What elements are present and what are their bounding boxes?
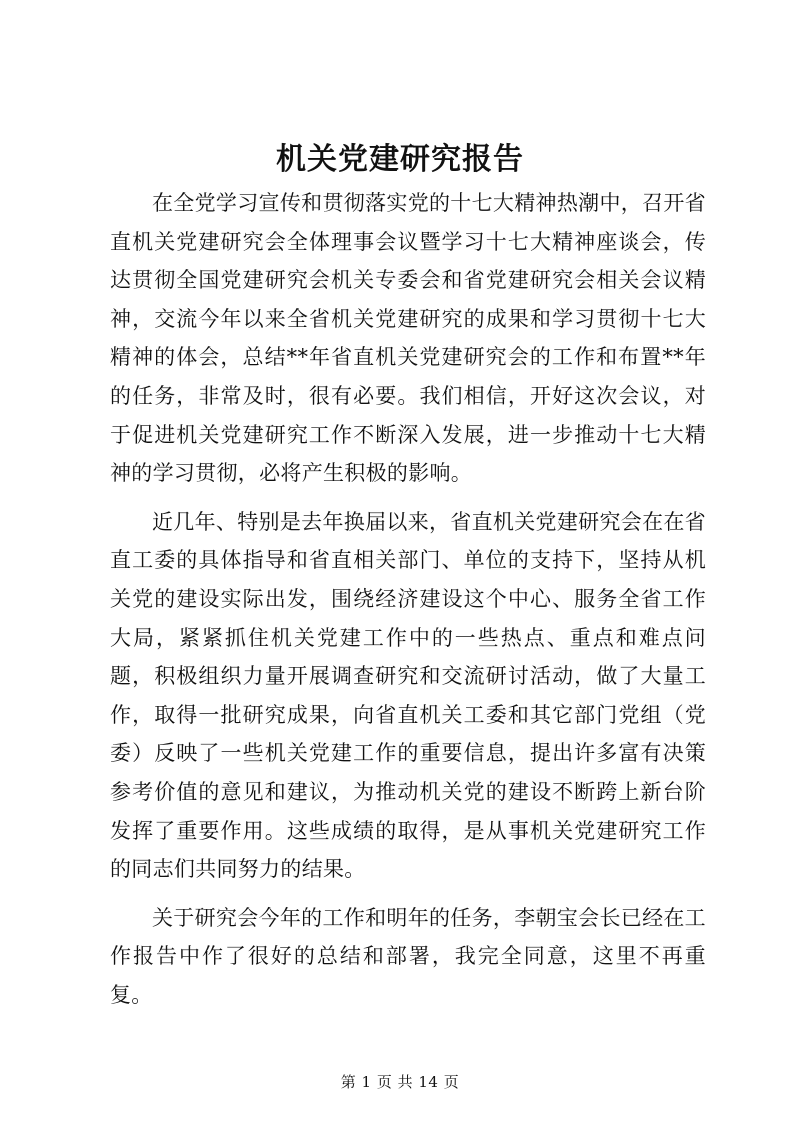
document-body (110, 184, 706, 1024)
paragraph-2: 近几年、特别是去年换届以来，省直机关党建研究会在在省直工委的具体指导和省直相关部门、单位的支持下，坚持从机关党的建设实际出发，围绕经济建设这个中心、服务全省工作大局，紧紧抓住机关党建工作中的一些热点、重点和难点问题，积极组织力量开展调查研究和交流研讨活动，做了大量工作，取得一批研究成果，向省直机关工委和其它部门党组（党委）反映了一些机关党建工作的重要信息，提出许多富有决策参考价值的意见和建议，为推动机关党的建设不断跨上新台阶发挥了重要作用。这些成绩的取得，是从事机关党建研究工作的同志们共同努力的结果。 (110, 509, 706, 882)
paragraph-1: 在全党学习宣传和贯彻落实党的十七大精神热潮中，召开省直机关党建研究会全体理事会议暨学习十七大精神座谈会，传达贯彻全国党建研究会机关专委会和省党建研究会相关会议精神，交流今年以来全省机关党建研究的成果和学习贯彻十七大精神的体会，总结**年省直机关党建研究会的工作和布置**年的任务，非常及时，很有必要。我们相信，开好这次会议，对于促进机关党建研究工作不断深入发展，进一步推动十七大精神的学习贯彻，必将产生积极的影响。 (110, 191, 706, 486)
page-number-footer: 第 1 页 共 14 页 (340, 1073, 460, 1091)
page-title: 机关党建研究报告 (276, 142, 524, 177)
paragraph-3: 关于研究会今年的工作和明年的任务，李朝宝会长已经在工作报告中作了很好的总结和部署，我完全同意，这里不再重复。 (110, 905, 706, 1007)
